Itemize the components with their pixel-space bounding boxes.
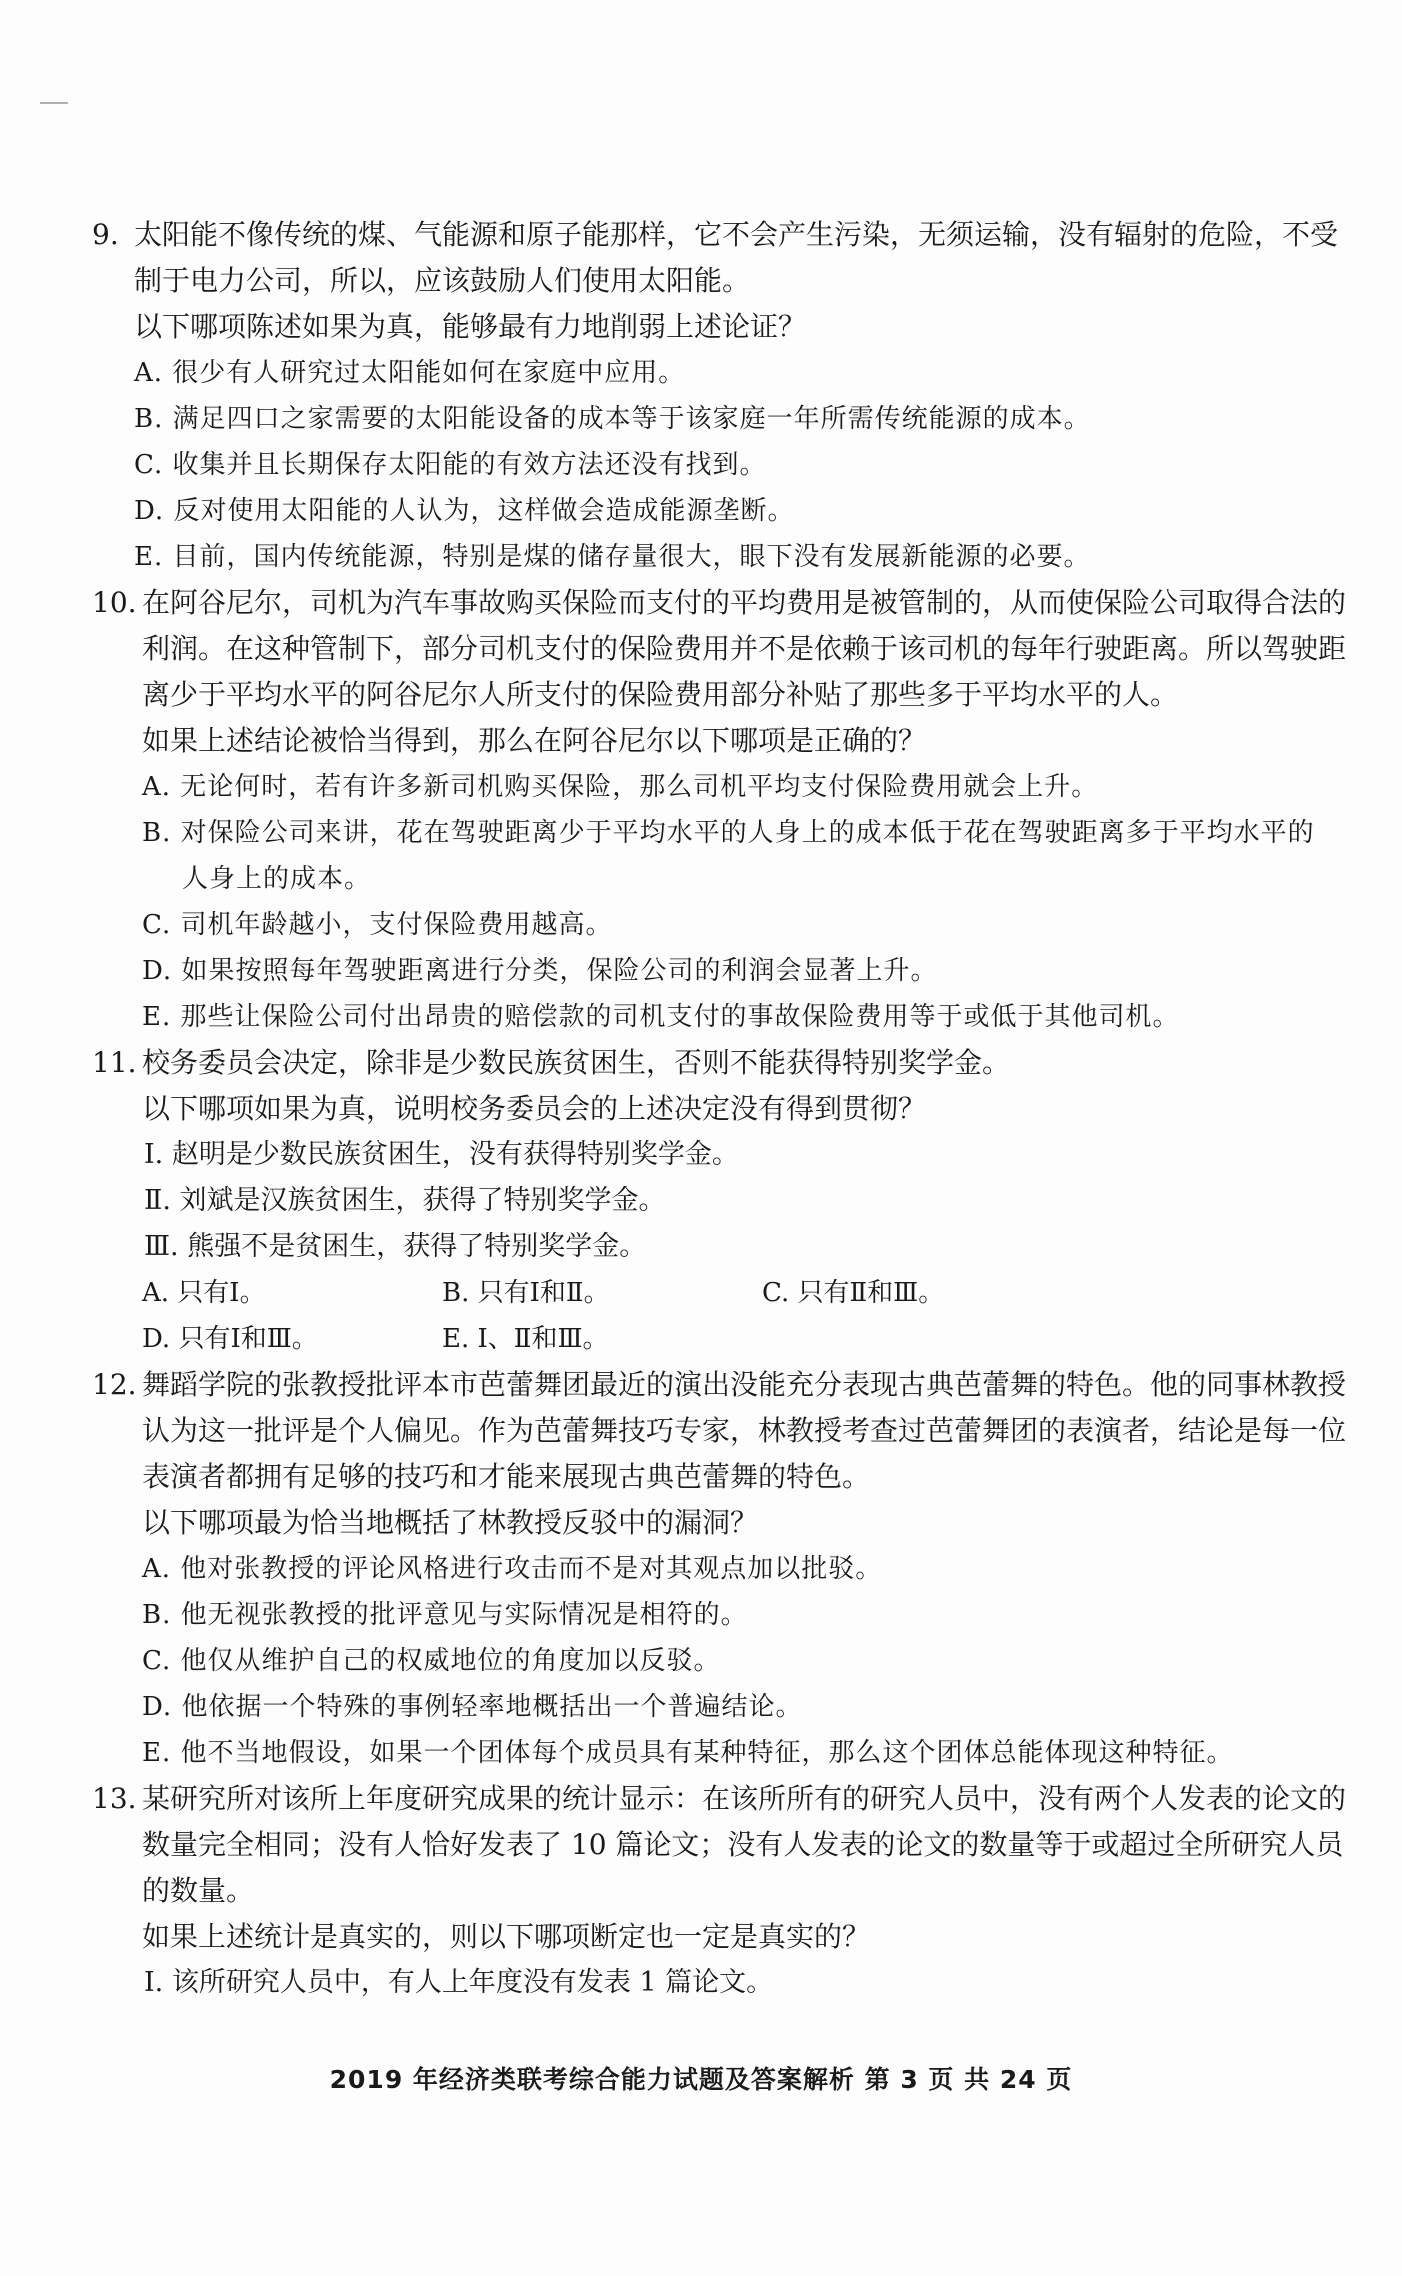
question-number: 12.: [92, 1368, 137, 1401]
option-c: C. 只有Ⅱ和Ⅲ。: [762, 1278, 945, 1308]
option-d: D. 只有Ⅰ和Ⅲ。: [142, 1324, 318, 1354]
question-prompt: 以下哪项最为恰当地概括了林教授反驳中的漏洞？: [142, 1506, 759, 1539]
question-number: 9.: [92, 218, 119, 251]
question-prompt: 如果上述结论被恰当得到，那么在阿谷尼尔以下哪项是正确的？: [142, 724, 927, 757]
question-stem-line: 利润。在这种管制下，部分司机支付的保险费用并不是依赖于该司机的每年行驶距离。所以驾驶距: [142, 632, 1347, 665]
scan-mark: [40, 102, 68, 104]
option-c: C. 司机年龄越小，支付保险费用越高。: [142, 910, 613, 940]
question-10: [92, 580, 1347, 1040]
option-e: E. 目前，国内传统能源，特别是煤的储存量很大，眼下没有发展新能源的必要。: [134, 542, 1091, 572]
options-row: [92, 1270, 1322, 1316]
question-12: [92, 1362, 1347, 1776]
option-d: D. 如果按照每年驾驶距离进行分类，保险公司的利润会显著上升。: [142, 956, 938, 986]
question-prompt: 以下哪项陈述如果为真，能够最有力地削弱上述论证？: [134, 310, 807, 343]
statement-1: Ⅰ. 赵明是少数民族贫困生，没有获得特别奖学金。: [144, 1139, 739, 1170]
question-11: [92, 1040, 1322, 1362]
question-stem-line: 离少于平均水平的阿谷尼尔人所支付的保险费用部分补贴了那些多于平均水平的人。: [142, 678, 1179, 711]
question-number: 11.: [92, 1046, 137, 1079]
option-c: C. 他仅从维护自己的权威地位的角度加以反驳。: [142, 1646, 721, 1676]
question-stem-line: 舞蹈学院的张教授批评本市芭蕾舞团最近的演出没能充分表现古典芭蕾舞的特色。他的同事林教授: [142, 1368, 1347, 1401]
option-e: E. 那些让保险公司付出昂贵的赔偿款的司机支付的事故保险费用等于或低于其他司机。: [142, 1002, 1180, 1032]
option-b: B. 满足四口之家需要的太阳能设备的成本等于该家庭一年所需传统能源的成本。: [134, 404, 1091, 434]
question-stem-line: 太阳能不像传统的煤、气能源和原子能那样，它不会产生污染，无须运输，没有辐射的危险，不受: [134, 218, 1339, 251]
statement-1: Ⅰ. 该所研究人员中，有人上年度没有发表 1 篇论文。: [144, 1967, 774, 1998]
option-a: A. 只有Ⅰ。: [142, 1278, 266, 1308]
option-b-continued: 人身上的成本。: [182, 864, 372, 894]
options-row: [92, 1316, 1322, 1362]
question-stem-line: 在阿谷尼尔，司机为汽车事故购买保险而支付的平均费用是被管制的，从而使保险公司取得合法的: [142, 586, 1347, 619]
option-e: E. 他不当地假设，如果一个团体每个成员具有某种特征，那么这个团体总能体现这种特征。: [142, 1738, 1234, 1768]
question-9: [92, 212, 1339, 580]
option-a: A. 他对张教授的评论风格进行攻击而不是对其观点加以批驳。: [142, 1554, 883, 1584]
option-b: B. 只有Ⅰ和Ⅱ。: [442, 1278, 610, 1308]
question-stem-line: 表演者都拥有足够的技巧和才能来展现古典芭蕾舞的特色。: [142, 1460, 871, 1493]
question-stem-line: 认为这一批评是个人偏见。作为芭蕾舞技巧专家，林教授考查过芭蕾舞团的表演者，结论是每一位: [142, 1414, 1347, 1447]
question-stem-line: 制于电力公司，所以，应该鼓励人们使用太阳能。: [134, 264, 751, 297]
option-a: A. 无论何时，若有许多新司机购买保险，那么司机平均支付保险费用就会上升。: [142, 772, 1099, 802]
question-number: 10.: [92, 586, 137, 619]
option-d: D. 他依据一个特殊的事例轻率地概括出一个普遍结论。: [142, 1692, 803, 1722]
question-prompt: 如果上述统计是真实的，则以下哪项断定也一定是真实的？: [142, 1920, 871, 1953]
option-c: C. 收集并且长期保存太阳能的有效方法还没有找到。: [134, 450, 767, 480]
question-stem-line: 的数量。: [142, 1874, 255, 1907]
question-stem-line: 校务委员会决定，除非是少数民族贫困生，否则不能获得特别奖学金。: [142, 1046, 1011, 1079]
question-stem-line: 数量完全相同；没有人恰好发表了 10 篇论文；没有人发表的论文的数量等于或超过全所研究人员: [142, 1828, 1344, 1861]
question-number: 13.: [92, 1782, 137, 1815]
option-d: D. 反对使用太阳能的人认为，这样做会造成能源垄断。: [134, 496, 795, 526]
option-b: B. 对保险公司来讲，花在驾驶距离少于平均水平的人身上的成本低于花在驾驶距离多于平均水平的: [142, 818, 1315, 848]
statement-2: Ⅱ. 刘斌是汉族贫困生，获得了特别奖学金。: [144, 1185, 666, 1216]
statement-3: Ⅲ. 熊强不是贫困生，获得了特别奖学金。: [144, 1231, 647, 1262]
option-a: A. 很少有人研究过太阳能如何在家庭中应用。: [134, 358, 686, 388]
page-footer: 2019 年经济类联考综合能力试题及答案解析 第 3 页 共 24 页: [329, 2065, 1073, 2094]
question-stem-line: 某研究所对该所上年度研究成果的统计显示：在该所所有的研究人员中，没有两个人发表的论文的: [142, 1782, 1347, 1815]
option-e: E. Ⅰ、Ⅱ和Ⅲ。: [442, 1324, 609, 1354]
option-b: B. 他无视张教授的批评意见与实际情况是相符的。: [142, 1600, 748, 1630]
question-prompt: 以下哪项如果为真，说明校务委员会的上述决定没有得到贯彻？: [142, 1092, 927, 1125]
question-13: [92, 1776, 1347, 2006]
question-list: [92, 212, 1347, 2006]
